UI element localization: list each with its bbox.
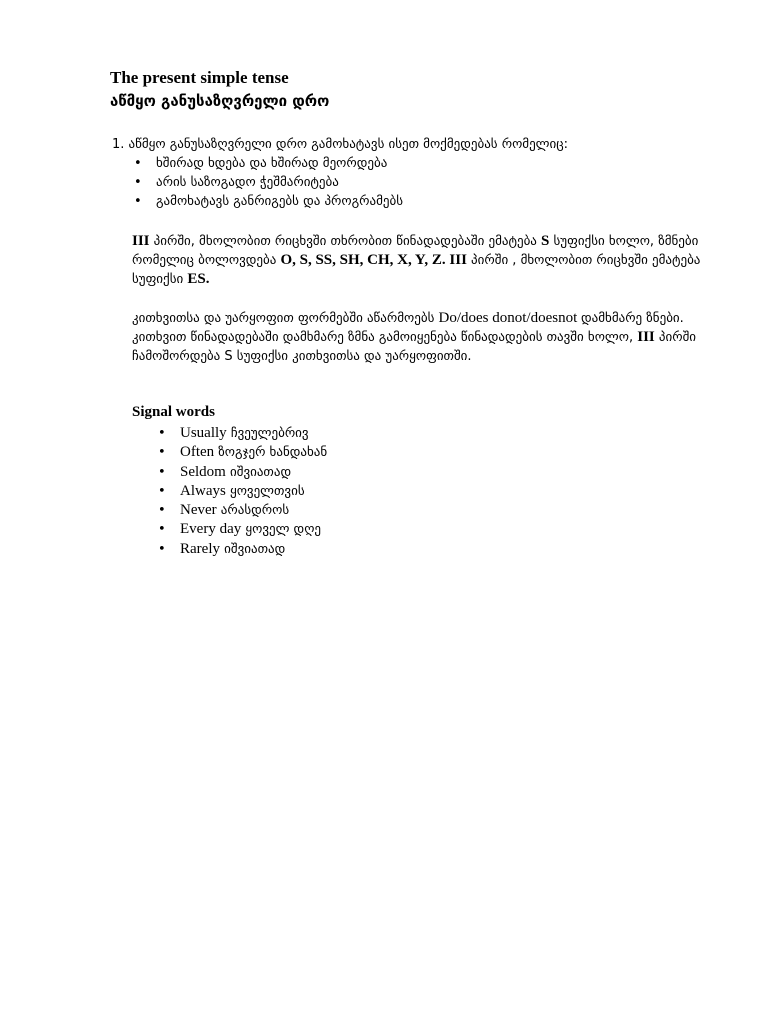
list-item bbox=[156, 540, 327, 559]
list-item-text: გამოხატავს განრიგებს და პროგრამებს bbox=[156, 194, 404, 209]
point-1: 1. აწმყო განუსაზღვრელი დრო გამოხატავს ისეთ მოქმედებას რომელიც: bbox=[112, 137, 569, 152]
list-item bbox=[156, 463, 327, 482]
signal-word-en: Every day bbox=[180, 521, 242, 538]
signal-word-ka: ყოველ დღე bbox=[245, 522, 322, 538]
usage-bullet-list bbox=[132, 154, 403, 211]
signal-words-heading: Signal words bbox=[132, 404, 215, 420]
para-text: პირში , მხოლობით რიცხვში ემატება სუფიქსი bbox=[132, 253, 701, 287]
para-text: კითხვითსა და უარყოფით ფორმებში აწარმოებს bbox=[132, 311, 439, 326]
para-text: III bbox=[132, 233, 150, 249]
title-english: The present simple tense bbox=[110, 68, 289, 87]
signal-word-ka: ზოგჯერ ხანდახან bbox=[218, 445, 328, 461]
question-negative-paragraph bbox=[132, 309, 712, 366]
list-item bbox=[132, 192, 403, 211]
signal-word-en: Always bbox=[180, 482, 226, 499]
list-item bbox=[156, 482, 327, 501]
signal-word-ka: იშვიათად bbox=[229, 464, 292, 480]
para-text: Do/does donot/doesnot bbox=[438, 310, 581, 326]
signal-word-ka: ყოველთვის bbox=[229, 483, 305, 499]
third-person-paragraph bbox=[132, 232, 712, 289]
signal-word-ka: ჩვეულებრივ bbox=[230, 426, 309, 441]
list-item bbox=[156, 424, 327, 443]
list-item-text: არის საზოგადო ჭეშმარიტება bbox=[156, 175, 339, 190]
para-text: პირში ჩამოშორდება S სუფიქსი კითხვითსა და უარყოფითში. bbox=[132, 330, 697, 364]
list-item bbox=[132, 154, 403, 173]
signal-word-en: Often bbox=[180, 444, 215, 461]
list-item bbox=[156, 501, 327, 520]
signal-word-en: Usually bbox=[180, 425, 227, 441]
signal-word-en: Never bbox=[180, 502, 217, 519]
signal-words-list bbox=[156, 424, 327, 559]
para-text: III bbox=[637, 329, 655, 345]
para-text: ES. bbox=[187, 271, 210, 287]
list-item bbox=[156, 443, 327, 462]
signal-word-en: Rarely bbox=[180, 540, 220, 557]
signal-word-ka: არასდროს bbox=[220, 503, 290, 519]
list-item-text: ხშირად ხდება და ხშირად მეორდება bbox=[156, 156, 388, 171]
list-item bbox=[156, 520, 327, 539]
para-text: დამხმარე ზნები. კითხვით წინადადებაში დამხმარე ზმნა გამოიყენება წინადადების თავში ხოლო, bbox=[132, 311, 684, 345]
list-item bbox=[132, 173, 403, 192]
signal-word-en: Seldom bbox=[180, 463, 226, 480]
para-text: S bbox=[541, 233, 550, 249]
title-georgian: აწმყო განუსაზღვრელი დრო bbox=[110, 92, 330, 110]
para-text: O, S, SS, SH, CH, X, Y, Z. III bbox=[280, 252, 467, 268]
para-text: პირში, მხოლობით რიცხვში თხრობით წინადადებაში ემატება bbox=[149, 234, 542, 249]
para-text: სუფიქსი ხოლო, ზმნები რომელიც ბოლოვდება bbox=[132, 234, 699, 268]
signal-word-ka: იშვიათად bbox=[224, 541, 286, 557]
